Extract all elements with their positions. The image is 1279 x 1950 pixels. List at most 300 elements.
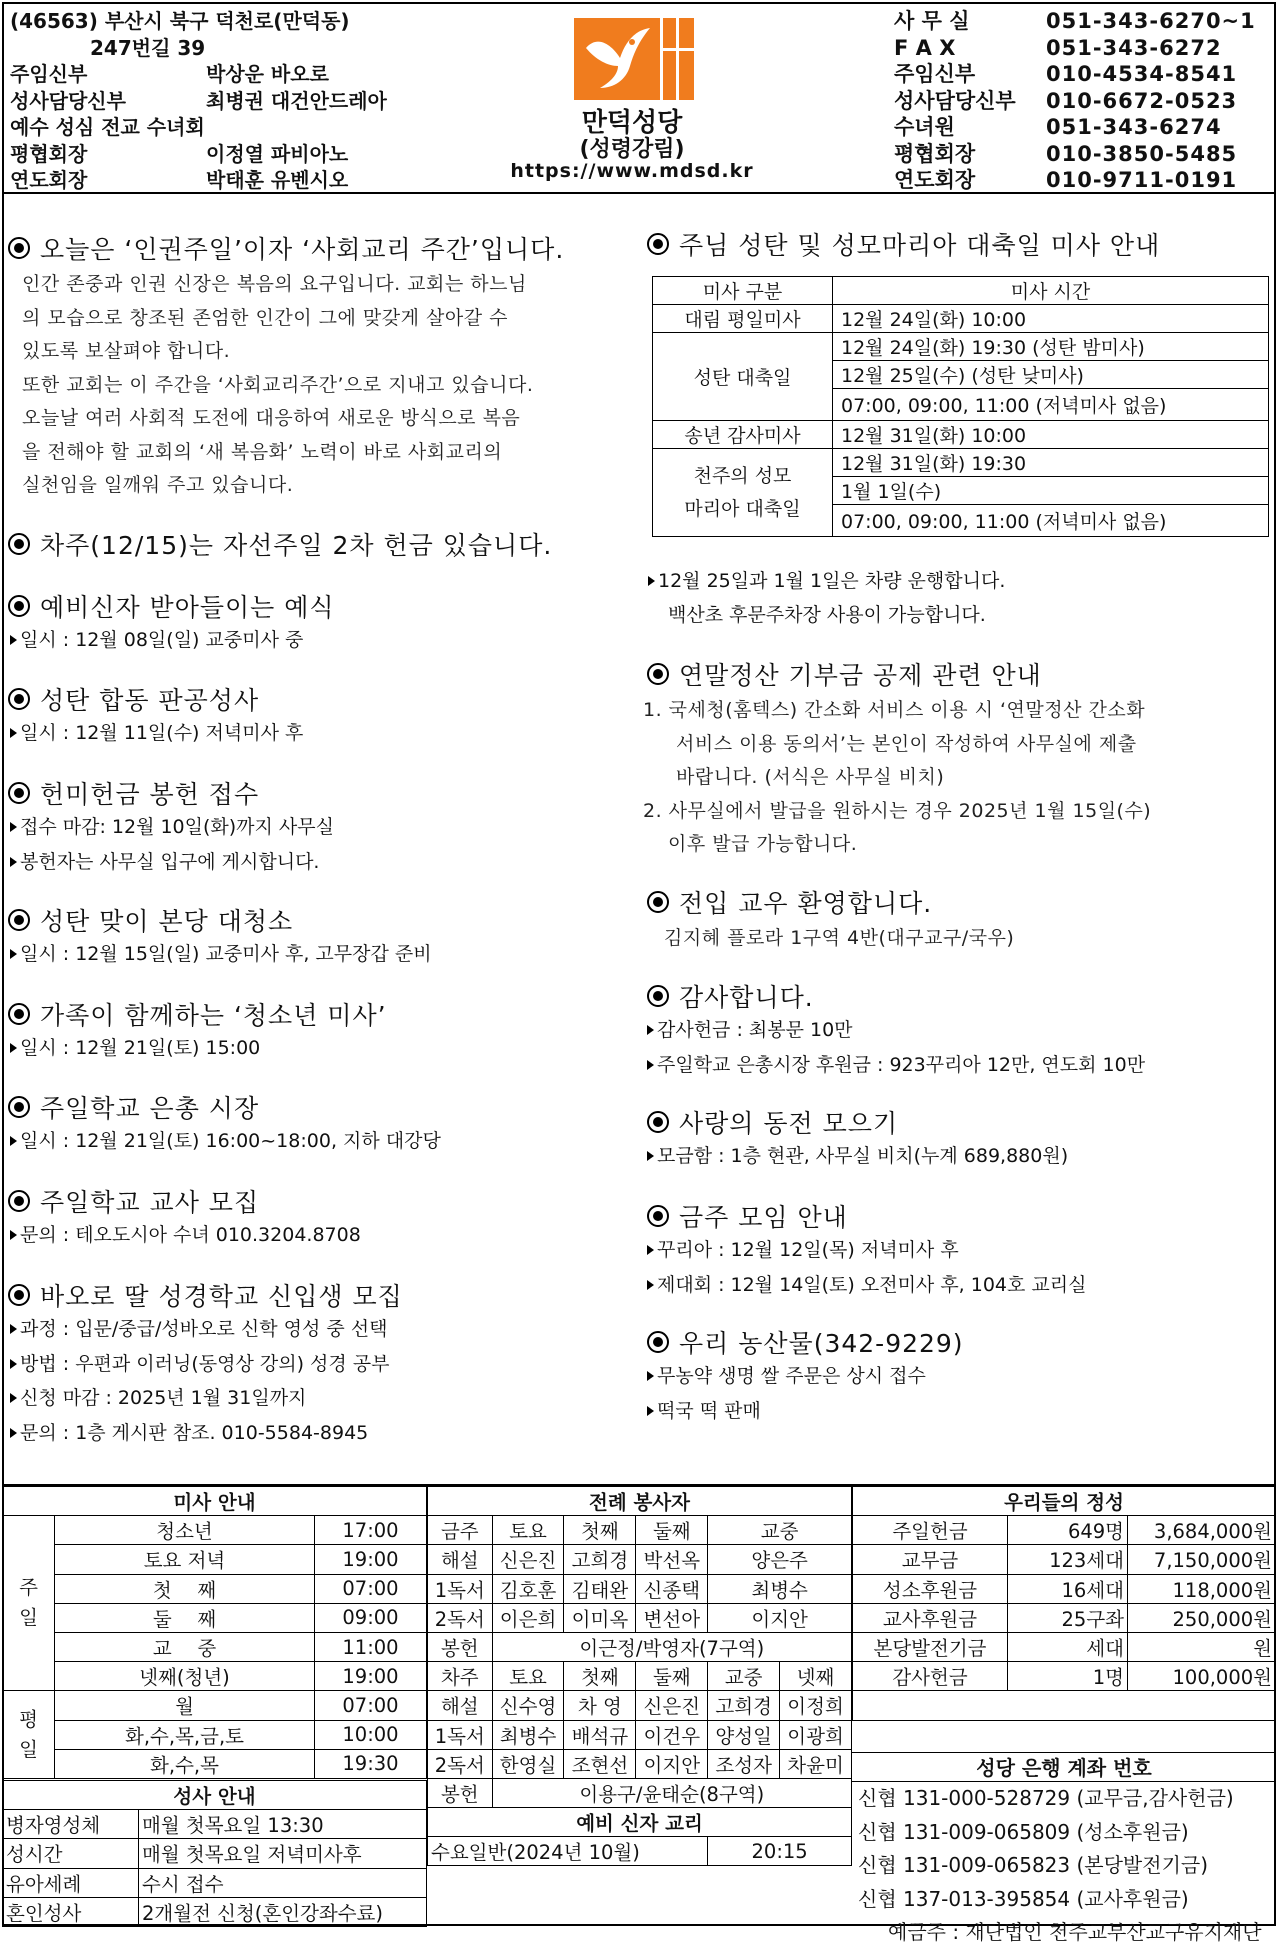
- liturgy-cell: 김호훈: [492, 1574, 564, 1603]
- offering-count: 25구좌: [1008, 1603, 1128, 1632]
- section-item: [10, 1033, 260, 1063]
- section-item: [647, 1235, 959, 1265]
- offering-name: 교무금: [853, 1545, 1008, 1574]
- section-title-text: 감사합니다.: [679, 983, 814, 1012]
- liturgy-cell: 배석규: [564, 1720, 636, 1749]
- table-header: 전례 봉사자: [428, 1487, 852, 1516]
- circle-bullet-icon: [8, 782, 30, 804]
- sacrament-name: 병자영성체: [3, 1810, 139, 1839]
- section-title: [8, 902, 293, 938]
- circle-bullet-icon: [647, 663, 669, 685]
- liturgy-cell: 조현선: [564, 1749, 636, 1778]
- circle-bullet-icon: [8, 237, 30, 259]
- header-right-row: [894, 114, 1256, 141]
- mass-name: 월: [55, 1691, 315, 1720]
- header-left-row: [10, 167, 387, 194]
- mass-time: 19:30: [315, 1749, 427, 1778]
- section-title-text: 연말정산 기부금 공제 관련 안내: [679, 661, 1042, 690]
- mass-name: 첫 째: [55, 1574, 315, 1603]
- liturgy-servers-table: [427, 1486, 852, 1895]
- parish-subtitle: (성령강림): [579, 137, 685, 162]
- triangle-bullet-icon: [10, 1428, 17, 1438]
- section-title-text: 가족이 함께하는 ‘청소년 미사’: [40, 1001, 387, 1030]
- section-item-text: 봉헌자는 사무실 입구에 게시합니다.: [20, 850, 320, 873]
- paragraph-line: 이후 발급 가능합니다.: [668, 833, 858, 855]
- circle-bullet-icon: [647, 891, 669, 913]
- table-cell: 12월 31일(화) 19:30: [833, 449, 1269, 477]
- liturgy-cell: 변선아: [636, 1603, 708, 1632]
- contact-phone: 010-9711-0191: [1046, 168, 1238, 192]
- paragraph-line: 오늘날 여러 사회적 도전에 대응하여 새로운 방식으로 복음: [22, 407, 521, 429]
- table-header: 미사 안내: [3, 1487, 427, 1516]
- contact-phone: 051-343-6274: [1046, 115, 1222, 139]
- liturgy-cell: 봉헌: [428, 1778, 493, 1807]
- liturgy-cell: 이지안: [636, 1749, 708, 1778]
- table-cell: 12월 25일(수) (성탄 낮미사): [833, 361, 1269, 389]
- mass-time: 19:00: [315, 1662, 427, 1691]
- triangle-bullet-icon: [10, 1393, 17, 1403]
- sacrament-table: [2, 1780, 427, 1927]
- paragraph-line: 2. 사무실에서 발급을 원하시는 경우 2025년 1월 15일(수): [643, 799, 1152, 822]
- header-left-row: [10, 8, 387, 35]
- mass-time: 11:00: [315, 1632, 427, 1661]
- bank-account-row: 예금주 : 재단법인 천주교부산교구유지재단: [888, 1920, 1262, 1944]
- table-header: 예비 신자 교리: [428, 1808, 852, 1837]
- mass-time: 19:00: [315, 1545, 427, 1574]
- liturgy-cell: 한영실: [492, 1749, 564, 1778]
- section-item: [10, 812, 334, 842]
- section-title-text: 바오로 딸 성경학교 신입생 모집: [40, 1282, 403, 1311]
- offering-amount: 원: [1128, 1632, 1276, 1661]
- offering-name: 본당발전기금: [853, 1632, 1008, 1661]
- bank-account-row: 신협 137-013-395854 (교사후원금): [858, 1886, 1189, 1911]
- header-right-row: [894, 88, 1256, 115]
- section-title-text: 차주(12/15)는 자선주일 2차 헌금 있습니다.: [40, 531, 553, 560]
- section-item-text: 일시 : 12월 21일(토) 16:00~18:00, 지하 대강당: [20, 1130, 441, 1152]
- liturgy-cell: 토요: [492, 1516, 564, 1545]
- section-title: [8, 996, 387, 1032]
- circle-bullet-icon: [8, 1003, 30, 1025]
- offering-name: 주일헌금: [853, 1516, 1008, 1545]
- section-title-text: 우리 농산물(342-9229): [679, 1329, 964, 1358]
- header-left-key: 연도회장: [10, 168, 88, 192]
- cell-line: 천주의 성모: [693, 464, 792, 487]
- offering-name: 감사헌금: [853, 1662, 1008, 1691]
- offering-count: 16세대: [1008, 1574, 1128, 1603]
- triangle-bullet-icon: [10, 1043, 17, 1053]
- table-cell: 대림 평일미사: [653, 305, 833, 333]
- liturgy-cell: 김태완: [564, 1574, 636, 1603]
- liturgy-cell: 첫째: [564, 1516, 636, 1545]
- liturgy-cell: 고희경: [564, 1545, 636, 1574]
- liturgy-cell: 넷째: [780, 1662, 852, 1691]
- bottom-tables: [2, 1484, 1276, 1944]
- header-right-contacts: [894, 8, 1256, 194]
- circle-bullet-icon: [647, 233, 669, 255]
- parish-name: 만덕성당: [581, 108, 683, 138]
- section-item-text: 일시 : 12월 08일(일) 교중미사 중: [20, 629, 304, 651]
- section-title-text: 전입 교우 환영합니다.: [679, 889, 933, 918]
- liturgy-cell: [428, 1866, 852, 1895]
- paragraph-line: 서비스 이용 동의서’는 본인이 작성하여 사무실에 제출: [676, 732, 1137, 755]
- section-item-text: 문의 : 1층 게시판 참조. 010-5584-8945: [20, 1421, 369, 1444]
- table-cell: 07:00, 09:00, 11:00 (저녁미사 없음): [833, 389, 1269, 421]
- liturgy-cell: 조성자: [708, 1749, 780, 1778]
- triangle-bullet-icon: [647, 1025, 654, 1035]
- mass-time: 07:00: [315, 1691, 427, 1720]
- section-title: [647, 1198, 848, 1234]
- note-text: 12월 25일과 1월 1일은 차량 운행합니다.: [658, 570, 1006, 592]
- circle-bullet-icon: [8, 533, 30, 555]
- liturgy-cell: 이미옥: [564, 1603, 636, 1632]
- liturgy-cell: 둘째: [636, 1516, 708, 1545]
- liturgy-cell: 이정희: [780, 1691, 852, 1720]
- mass-times-table: [2, 1486, 427, 1779]
- contact-label: 사 무 실: [894, 9, 970, 33]
- catechism-class: 수요일반(2024년 10월): [428, 1837, 708, 1866]
- section-title: [647, 226, 1160, 262]
- mass-name: 교 중: [55, 1632, 315, 1661]
- table-cell: 07:00, 09:00, 11:00 (저녁미사 없음): [833, 505, 1269, 537]
- section-item-text: 꾸리아 : 12월 12일(목) 저녁미사 후: [657, 1239, 959, 1261]
- liturgy-cell: 2독서: [428, 1749, 493, 1778]
- liturgy-cell: 첫째: [564, 1662, 636, 1691]
- bulletin-header: [2, 2, 1276, 194]
- liturgy-cell: 1독서: [428, 1720, 493, 1749]
- liturgy-cell: 금주: [428, 1516, 493, 1545]
- catechism-time: 20:15: [708, 1837, 852, 1866]
- triangle-bullet-icon: [648, 576, 655, 586]
- section-title-text: 헌미헌금 봉헌 접수: [40, 780, 260, 809]
- mass-time: 07:00: [315, 1574, 427, 1603]
- header-left-info: [10, 8, 387, 194]
- liturgy-cell: 2독서: [428, 1603, 493, 1632]
- triangle-bullet-icon: [10, 1230, 17, 1240]
- header-right-row: [894, 35, 1256, 62]
- section-item: [10, 1126, 441, 1156]
- section-item-text: 문의 : 테오도시아 수녀 010.3204.8708: [20, 1224, 361, 1246]
- paragraph-line: 실천임을 일깨워 주고 있습니다.: [22, 474, 294, 496]
- section-item: [10, 1349, 389, 1379]
- paragraph-line: 있도록 보살펴야 합니다.: [22, 340, 231, 362]
- section-item: [10, 1418, 368, 1448]
- paragraph-line: 1. 국세청(홈텍스) 간소화 서비스 이용 시 ‘연말정산 간소화: [643, 699, 1146, 721]
- section-title-text: 성탄 합동 판공성사: [40, 686, 260, 715]
- mass-name: 토요 저녁: [55, 1545, 315, 1574]
- note-text: 백산초 후문주차장 사용이 가능합니다.: [668, 604, 986, 626]
- header-left-key: 247번길 39: [10, 35, 206, 60]
- section-title: [8, 1089, 259, 1125]
- section-item: [10, 847, 319, 877]
- offering-amount: 3,684,000원: [1128, 1516, 1276, 1545]
- liturgy-cell: 이은희: [492, 1603, 564, 1632]
- table-cell: 미사 구분: [653, 277, 833, 305]
- section-item-text: 제대회 : 12월 14일(토) 오전미사 후, 104호 교리실: [657, 1273, 1087, 1296]
- offering-amount: 7,150,000원: [1128, 1545, 1276, 1574]
- liturgy-cell: 차 영: [564, 1691, 636, 1720]
- triangle-bullet-icon: [10, 1136, 17, 1146]
- table-cell: 12월 31일(화) 10:00: [833, 421, 1269, 449]
- section-title-text: 주님 성탄 및 성모마리아 대축일 미사 안내: [679, 231, 1161, 260]
- section-title: [647, 884, 932, 920]
- sacrament-detail: 매월 첫목요일 13:30: [139, 1810, 427, 1839]
- contact-label: F A X: [894, 35, 956, 60]
- mass-name: 둘 째: [55, 1603, 315, 1632]
- triangle-bullet-icon: [10, 635, 17, 645]
- section-item: [647, 1270, 1086, 1300]
- section-title: [647, 978, 814, 1014]
- circle-bullet-icon: [8, 688, 30, 710]
- section-item: [647, 1361, 926, 1391]
- circle-bullet-icon: [8, 1284, 30, 1306]
- liturgy-cell: 차주: [428, 1662, 493, 1691]
- table-cell: 12월 24일(화) 10:00: [833, 305, 1269, 333]
- mass-name: 화,수,목,금,토: [55, 1720, 315, 1749]
- liturgy-cell: 신은진: [492, 1545, 564, 1574]
- liturgy-cell: 둘째: [636, 1662, 708, 1691]
- note-line: [668, 600, 986, 630]
- liturgy-cell: 차윤미: [780, 1749, 852, 1778]
- liturgy-cell: 양은주: [708, 1545, 852, 1574]
- liturgy-cell: 해설: [428, 1545, 493, 1574]
- mass-time: 17:00: [315, 1516, 427, 1545]
- offering-count: 123세대: [1008, 1545, 1128, 1574]
- section-title-text: 주일학교 교사 모집: [40, 1188, 260, 1217]
- section-item: [10, 718, 303, 748]
- liturgy-cell: 양성일: [708, 1720, 780, 1749]
- bank-account-row: 신협 131-000-528729 (교무금,감사헌금): [858, 1786, 1234, 1810]
- header-right-row: [894, 61, 1256, 88]
- header-left-key: 예수 성심 전교 수녀회: [10, 115, 205, 139]
- offering-blank: [853, 1691, 1276, 1720]
- liturgy-cell: 교중: [708, 1662, 780, 1691]
- table-header: 성사 안내: [3, 1781, 427, 1810]
- triangle-bullet-icon: [647, 1151, 654, 1161]
- offering-table: [852, 1486, 1276, 1721]
- liturgy-cell: 최병수: [708, 1574, 852, 1603]
- bank-accounts: [852, 1752, 1276, 1950]
- header-right-row: [894, 167, 1256, 194]
- section-title-text: 오늘은 ‘인권주일’이자 ‘사회교리 주간’입니다.: [40, 235, 565, 264]
- section-title: [8, 1183, 259, 1219]
- header-left-key: 평협회장: [10, 141, 88, 166]
- section-title: [647, 1324, 964, 1360]
- section-item-text: 주일학교 은총시장 후원금 : 923꾸리아 12만, 연도회 10만: [657, 1053, 1146, 1076]
- triangle-bullet-icon: [10, 728, 17, 738]
- table-header: 우리들의 정성: [853, 1487, 1276, 1516]
- liturgy-cell: 최병수: [492, 1720, 564, 1749]
- sacrament-detail: 수시 접수: [139, 1868, 427, 1897]
- bank-account-row: 신협 131-009-065809 (성소후원금): [858, 1819, 1189, 1844]
- section-title-text: 예비신자 받아들이는 예식: [40, 593, 335, 622]
- contact-label: 수녀원: [894, 115, 955, 139]
- section-item-text: 무농약 생명 쌀 주문은 상시 접수: [657, 1365, 926, 1387]
- bank-title: 성당 은행 계좌 번호: [852, 1752, 1276, 1782]
- mass-group-label: 주 일: [3, 1516, 55, 1691]
- header-left-key: 성사담당신부: [10, 88, 126, 113]
- section-title-text: 금주 모임 안내: [679, 1203, 848, 1232]
- contact-phone: 051-343-6270~1: [1046, 9, 1256, 33]
- table-cell: 1월 1일(수): [833, 477, 1269, 505]
- liturgy-cell: 봉헌: [428, 1632, 493, 1661]
- liturgy-cell: 이광희: [780, 1720, 852, 1749]
- contact-label: 연도회장: [894, 168, 976, 192]
- header-right-row: [894, 8, 1256, 35]
- section-title: [8, 681, 259, 717]
- sacrament-detail: 매월 첫목요일 저녁미사후: [139, 1839, 427, 1868]
- header-left-value: 이정열 파비아노: [206, 141, 349, 166]
- contact-label: 주임신부: [894, 62, 976, 86]
- section-item-text: 방법 : 우편과 이러닝(동영상 강의) 성경 공부: [20, 1352, 390, 1375]
- section-title-text: 사랑의 동전 모으기: [679, 1109, 899, 1138]
- cell-line: 마리아 대축일: [684, 497, 801, 520]
- liturgy-cell: 신종택: [636, 1574, 708, 1603]
- triangle-bullet-icon: [10, 822, 17, 832]
- sacrament-detail: 2개월전 신청(혼인강좌수료): [139, 1897, 427, 1926]
- header-left-key: (46563) 부산시 북구 덕천로(만덕동): [10, 9, 350, 33]
- liturgy-cell: 교중: [708, 1516, 852, 1545]
- liturgy-cell: 신수영: [492, 1691, 564, 1720]
- header-left-value: 박상운 바오로: [206, 62, 329, 86]
- header-left-row: [10, 35, 387, 62]
- liturgy-cell: 신은진: [636, 1691, 708, 1720]
- section-item-text: 일시 : 12월 15일(일) 교중미사 후, 고무장갑 준비: [20, 943, 432, 965]
- sacrament-name: 성시간: [3, 1839, 139, 1868]
- sacrament-name: 유아세례: [3, 1868, 139, 1897]
- section-item-text: 모금함 : 1층 현관, 사무실 비치(누계 689,880원): [657, 1145, 1069, 1167]
- paragraph-line: 또한 교회는 이 주간을 ‘사회교리주간’으로 지내고 있습니다.: [22, 373, 534, 396]
- offering-count: 1명: [1008, 1662, 1128, 1691]
- section-item: [647, 1050, 1145, 1080]
- section-title: [8, 775, 259, 811]
- table-cell: 성탄 대축일: [653, 333, 833, 421]
- circle-bullet-icon: [647, 1111, 669, 1133]
- note-line: [648, 566, 1005, 596]
- mass-group-label: 평 일: [3, 1691, 55, 1779]
- header-left-value: 최병권 대건안드레아: [206, 88, 387, 113]
- table-cell: 송년 감사미사: [653, 421, 833, 449]
- header-right-row: [894, 141, 1256, 168]
- section-item: [10, 939, 432, 969]
- liturgy-cell: 토요: [492, 1662, 564, 1691]
- contact-label: 평협회장: [894, 141, 976, 166]
- section-item: [647, 1015, 853, 1045]
- mass-name: 청소년: [55, 1516, 315, 1545]
- mass-name: 넷째(청년): [55, 1662, 315, 1691]
- contact-label: 성사담당신부: [894, 88, 1016, 113]
- offering-amount: 250,000원: [1128, 1603, 1276, 1632]
- contact-phone: 051-343-6272: [1046, 35, 1222, 60]
- offering-count: 649명: [1008, 1516, 1128, 1545]
- christmas-mass-table: [652, 276, 1269, 537]
- circle-bullet-icon: [8, 1190, 30, 1212]
- circle-bullet-icon: [647, 1331, 669, 1353]
- circle-bullet-icon: [8, 1096, 30, 1118]
- paragraph-line: 김지혜 플로라 1구역 4반(대구교구/국우): [664, 927, 1015, 949]
- header-left-row: [10, 88, 387, 115]
- section-item: [10, 1383, 306, 1413]
- section-item: [10, 1220, 361, 1250]
- triangle-bullet-icon: [10, 949, 17, 959]
- section-title: [8, 588, 335, 624]
- circle-bullet-icon: [8, 909, 30, 931]
- table-cell: 미사 시간: [833, 277, 1269, 305]
- header-left-row: [10, 61, 387, 88]
- paragraph-line: 을 전해야 할 교회의 ‘새 복음화’ 노력이 바로 사회교리의: [22, 440, 503, 463]
- liturgy-cell: 이건우: [636, 1720, 708, 1749]
- section-item-text: 일시 : 12월 11일(수) 저녁미사 후: [20, 722, 304, 744]
- header-left-value: 박태훈 유벤시오: [206, 168, 349, 192]
- offering-name: 교사후원금: [853, 1603, 1008, 1632]
- header-left-row: [10, 114, 387, 141]
- mass-time: 09:00: [315, 1603, 427, 1632]
- section-title: [8, 526, 552, 562]
- liturgy-cell: 이용구/윤태순(8구역): [492, 1778, 851, 1807]
- section-item: [10, 625, 303, 655]
- section-title: [8, 1277, 403, 1313]
- section-item: [10, 1314, 387, 1344]
- sacrament-name: 혼인성사: [3, 1897, 139, 1926]
- section-item-text: 일시 : 12월 21일(토) 15:00: [20, 1037, 261, 1059]
- contact-phone: 010-4534-8541: [1046, 62, 1238, 86]
- triangle-bullet-icon: [647, 1371, 654, 1381]
- section-item-text: 떡국 떡 판매: [657, 1399, 761, 1422]
- bank-account-row: 신협 131-009-065823 (본당발전기금): [858, 1853, 1209, 1877]
- triangle-bullet-icon: [647, 1060, 654, 1070]
- liturgy-cell: 해설: [428, 1691, 493, 1720]
- table-cell: [653, 449, 833, 537]
- parish-url-link[interactable]: https://www.mdsd.kr: [510, 160, 754, 182]
- section-item: [647, 1396, 761, 1426]
- liturgy-cell: 이지안: [708, 1603, 852, 1632]
- offering-amount: 100,000원: [1128, 1662, 1276, 1691]
- section-item: [647, 1141, 1068, 1171]
- contact-phone: 010-3850-5485: [1046, 141, 1238, 166]
- paragraph-line: 인간 존중과 인권 신장은 복음의 요구입니다. 교회는 하느님: [22, 273, 527, 295]
- triangle-bullet-icon: [10, 857, 17, 867]
- triangle-bullet-icon: [647, 1280, 654, 1290]
- header-left-row: [10, 141, 387, 168]
- section-title-text: 성탄 맞이 본당 대청소: [40, 907, 294, 936]
- triangle-bullet-icon: [647, 1406, 654, 1416]
- section-item-text: 과정 : 입문/중급/성바오로 신학 영성 중 선택: [20, 1318, 388, 1340]
- section-item-text: 신청 마감 : 2025년 1월 31일까지: [20, 1387, 307, 1409]
- offering-amount: 118,000원: [1128, 1574, 1276, 1603]
- mass-name: 화,수,목: [55, 1749, 315, 1778]
- parish-logo-icon: [574, 18, 694, 100]
- paragraph-line: 바랍니다. (서식은 사무실 비치): [676, 766, 945, 788]
- section-title: [647, 1104, 898, 1140]
- offering-name: 성소후원금: [853, 1574, 1008, 1603]
- section-item-text: 접수 마감: 12월 10일(화)까지 사무실: [20, 816, 334, 838]
- circle-bullet-icon: [647, 985, 669, 1007]
- triangle-bullet-icon: [10, 1359, 17, 1369]
- triangle-bullet-icon: [647, 1245, 654, 1255]
- section-title: [8, 230, 564, 266]
- liturgy-cell: 고희경: [708, 1691, 780, 1720]
- liturgy-cell: 1독서: [428, 1574, 493, 1603]
- table-cell: 12월 24일(화) 19:30 (성탄 밤미사): [833, 333, 1269, 361]
- section-title: [647, 656, 1042, 692]
- paragraph-line: 의 모습으로 창조된 존엄한 인간이 그에 맞갖게 살아갈 수: [22, 306, 508, 329]
- liturgy-cell: 박선옥: [636, 1545, 708, 1574]
- liturgy-cell: 이근정/박영자(7구역): [492, 1632, 851, 1661]
- triangle-bullet-icon: [10, 1324, 17, 1334]
- contact-phone: 010-6672-0523: [1046, 88, 1238, 113]
- circle-bullet-icon: [8, 595, 30, 617]
- mass-time: 10:00: [315, 1720, 427, 1749]
- offering-count: 세대: [1008, 1632, 1128, 1661]
